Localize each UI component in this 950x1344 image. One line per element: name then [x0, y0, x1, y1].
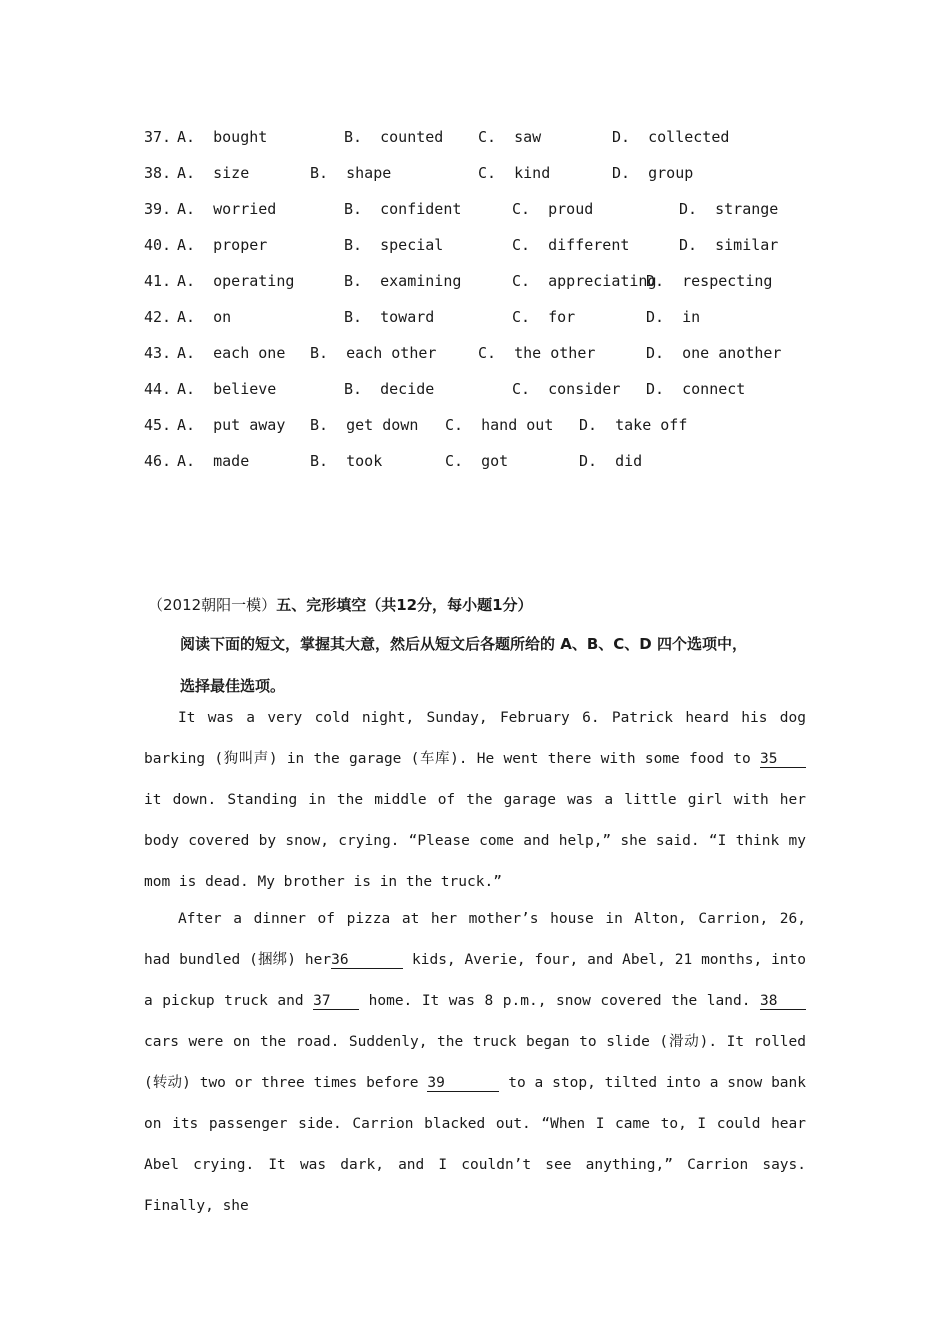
option-c: C. appreciating — [512, 272, 657, 290]
option-c: C. the other — [478, 344, 596, 362]
option-row — [0, 128, 950, 150]
option-d: D. collected — [612, 128, 730, 146]
option-a: A. made — [177, 452, 250, 470]
question-number: 45. — [144, 416, 172, 434]
option-a: A. operating — [177, 272, 295, 290]
instruction-line-2: 选择最佳选项。 — [180, 677, 286, 695]
question-number: 40. — [144, 236, 172, 254]
option-a: A. worried — [177, 200, 277, 218]
blank-37: 37 — [313, 993, 359, 1010]
option-c: C. different — [512, 236, 630, 254]
option-d: D. take off — [579, 416, 688, 434]
option-b: B. decide — [344, 380, 435, 398]
passage-text: After a dinner of pizza at her mother’s house in Alton, Carrion, 26, had bundled (捆绑) her — [144, 911, 806, 968]
instruction-line-1: 阅读下面的短文，掌握其大意，然后从短文后各题所给的 A、B、C、D 四个选项中， — [180, 635, 747, 653]
blank-39: 39 — [427, 1075, 499, 1092]
option-d: D. group — [612, 164, 694, 182]
passage-text: it down. Standing in the middle of the garage was a little girl with her body covered by snow, crying. “Please come and help,” she said. “I think my mom is dead. My brother is in the truck.” — [144, 792, 806, 890]
option-a: A. put away — [177, 416, 286, 434]
option-d: D. respecting — [646, 272, 773, 290]
question-number: 44. — [144, 380, 172, 398]
option-d: D. did — [579, 452, 643, 470]
question-number: 37. — [144, 128, 172, 146]
option-row — [0, 164, 950, 186]
question-number: 41. — [144, 272, 172, 290]
question-number: 39. — [144, 200, 172, 218]
option-b: B. special — [344, 236, 444, 254]
question-number: 46. — [144, 452, 172, 470]
option-a: A. on — [177, 308, 232, 326]
passage-text: to a stop, tilted into a snow bank on its passenger side. Carrion blacked out. “When I came to, I could hear Abel crying. It was dark, and I couldn’t see anything,” Carrion says. Finally, she — [144, 1075, 806, 1214]
blank-36: 36 — [331, 952, 403, 969]
passage-text: cars were on the road. Suddenly, the truck began to slide (滑动). It rolled (转动) two or three times before — [144, 1034, 806, 1091]
option-row — [0, 236, 950, 258]
option-row — [0, 272, 950, 294]
section-source: （2012朝阳一模） — [148, 596, 277, 614]
passage-paragraph-1 — [144, 698, 806, 903]
blank-35: 35 — [760, 751, 806, 768]
option-b: B. confident — [344, 200, 462, 218]
option-b: B. each other — [310, 344, 437, 362]
section-title: 五、完形填空（共12分，每小题1分） — [276, 596, 533, 614]
section-heading — [148, 594, 533, 615]
option-row — [0, 380, 950, 402]
passage-paragraph-2 — [144, 899, 806, 1227]
option-d: D. strange — [679, 200, 779, 218]
option-b: B. counted — [344, 128, 444, 146]
option-b: B. examining — [344, 272, 462, 290]
option-a: A. each one — [177, 344, 286, 362]
option-row — [0, 308, 950, 330]
option-a: A. size — [177, 164, 250, 182]
option-c: C. for — [512, 308, 576, 326]
passage-text: It was a very cold night, Sunday, February 6. Patrick heard his dog barking (狗叫声) in the garage (车库). He went there with some food to — [144, 710, 806, 767]
option-a: A. bought — [177, 128, 268, 146]
option-d: D. similar — [679, 236, 779, 254]
option-row — [0, 452, 950, 474]
option-c: C. saw — [478, 128, 542, 146]
option-d: D. connect — [646, 380, 746, 398]
option-c: C. proud — [512, 200, 594, 218]
passage-text: kids, Averie, four, and Abel, 21 months, into a pickup truck and — [144, 952, 806, 1009]
question-number: 38. — [144, 164, 172, 182]
option-a: A. believe — [177, 380, 277, 398]
option-row — [0, 344, 950, 366]
option-row — [0, 200, 950, 222]
passage-text: home. It was 8 p.m., snow covered the land. — [359, 993, 760, 1009]
option-a: A. proper — [177, 236, 268, 254]
option-d: D. one another — [646, 344, 782, 362]
option-b: B. toward — [344, 308, 435, 326]
option-c: C. kind — [478, 164, 551, 182]
blank-38: 38 — [760, 993, 806, 1010]
option-c: C. got — [445, 452, 509, 470]
option-c: C. hand out — [445, 416, 554, 434]
option-b: B. took — [310, 452, 383, 470]
question-number: 43. — [144, 344, 172, 362]
option-c: C. consider — [512, 380, 621, 398]
question-number: 42. — [144, 308, 172, 326]
option-b: B. get down — [310, 416, 419, 434]
option-d: D. in — [646, 308, 701, 326]
option-b: B. shape — [310, 164, 392, 182]
option-row — [0, 416, 950, 438]
